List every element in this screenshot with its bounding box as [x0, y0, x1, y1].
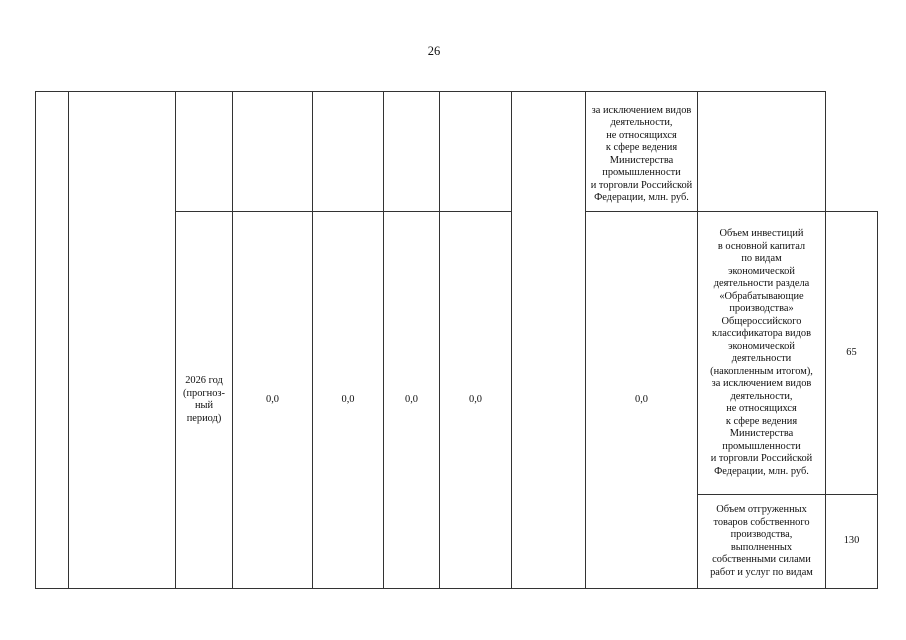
document-table	[35, 91, 878, 589]
value-cell: 0,0	[440, 212, 512, 589]
table-cell-empty	[313, 92, 384, 212]
code-cell: 65	[826, 212, 878, 495]
period-cell: 2026 год (прогноз- ный период)	[176, 212, 233, 589]
value-cell: 0,0	[313, 212, 384, 589]
table-row	[36, 92, 878, 212]
indicator-cell: за исключением видов деятельности, не относящихся к сфере ведения Министерства промышленности и торговли Российской Федерации, млн. руб.	[586, 92, 698, 212]
indicator-cell: Объем инвестиций в основной капитал по видам экономической деятельности раздела «Обрабатывающие производства» Общероссийского классификатора видов экономической деятельности (накопленным итогом), за исключением видов деятельности, не относящихся к сфере ведения Министерства промышленности и торговли Российской Федерации, млн. руб.	[698, 212, 826, 495]
table-cell-empty	[176, 92, 233, 212]
value-cell: 0,0	[233, 212, 313, 589]
value-cell: 0,0	[586, 212, 698, 589]
page-number: 26	[427, 44, 441, 58]
table-cell-empty	[233, 92, 313, 212]
table-cell-empty	[69, 92, 176, 589]
table-cell-empty	[440, 92, 512, 212]
value-cell: 0,0	[384, 212, 440, 589]
table-cell-empty	[36, 92, 69, 589]
indicator-cell: Объем отгруженных товаров собственного производства, выполненных собственными силами работ и услуг по видам	[698, 495, 826, 589]
table-cell-empty	[512, 92, 586, 589]
code-cell	[698, 92, 826, 212]
table-cell-empty	[384, 92, 440, 212]
code-cell: 130	[826, 495, 878, 589]
